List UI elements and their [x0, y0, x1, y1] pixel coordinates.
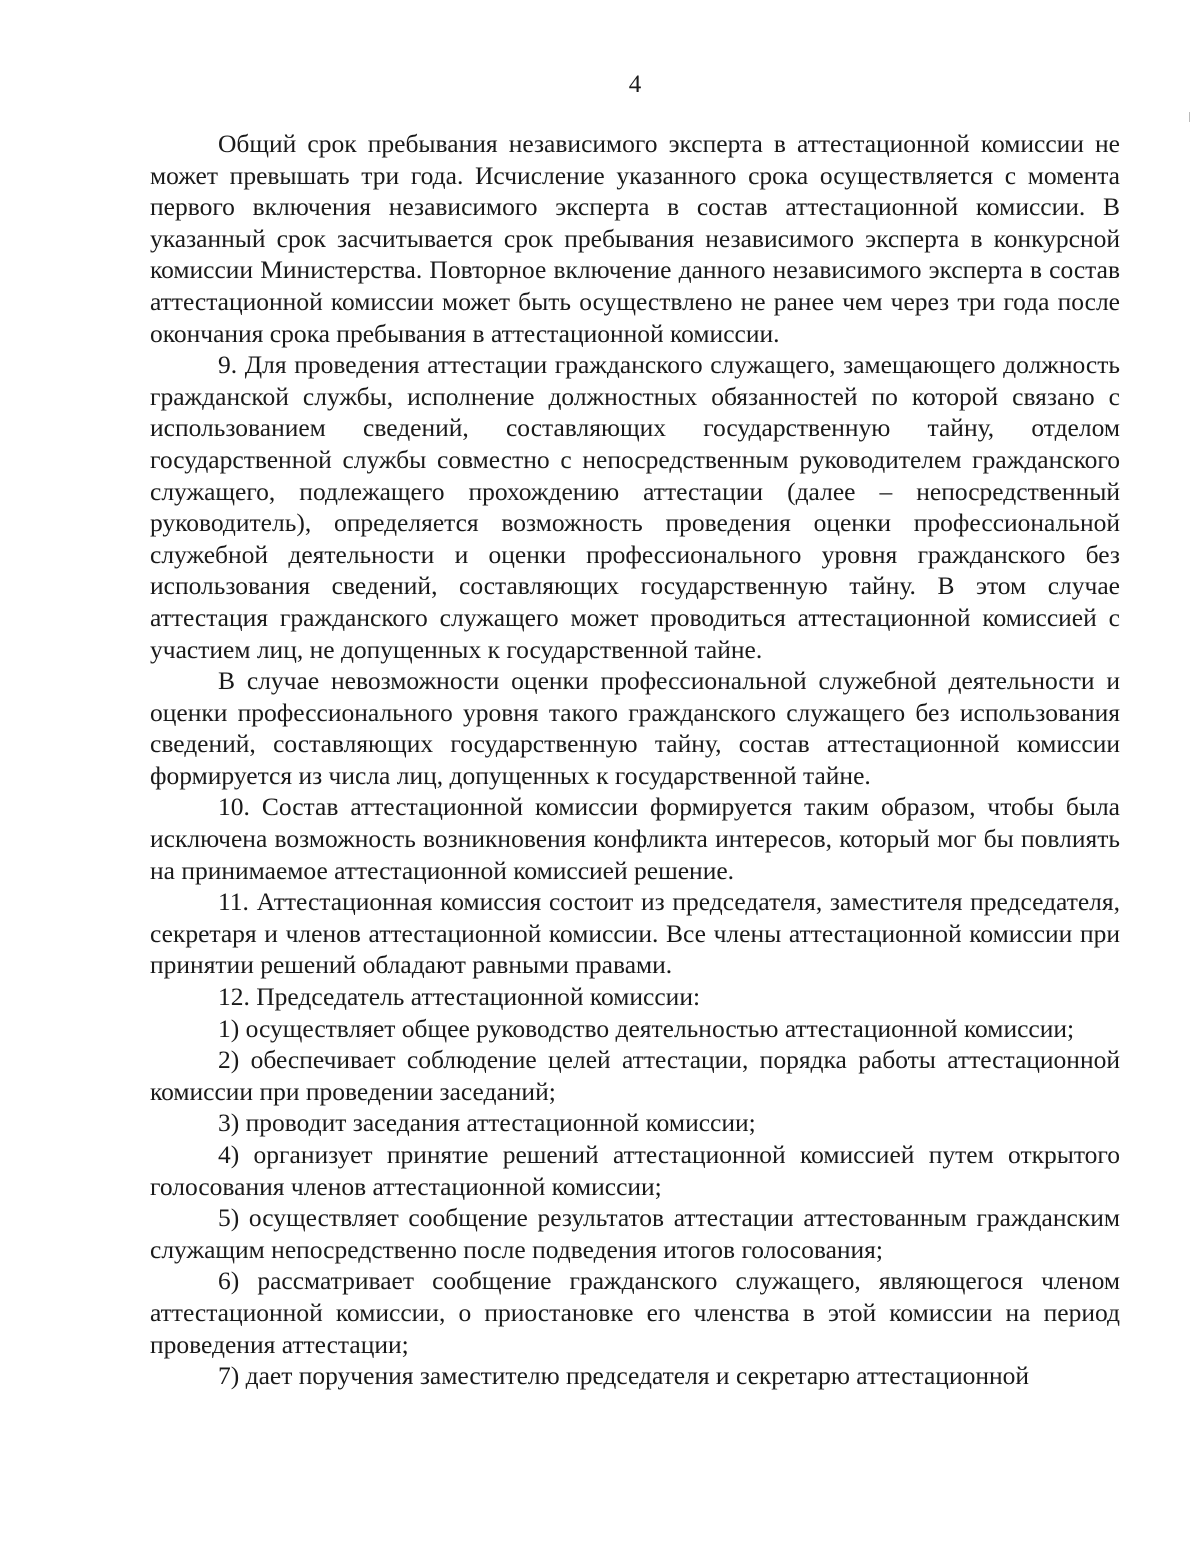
list-item-12-5: 5) осуществляет сообщение результатов аттестации аттестованным гражданским служащим непосредственно после подведения итогов голосования;	[150, 1203, 1120, 1264]
list-item-12-6: 6) рассматривает сообщение гражданского служащего, являющегося членом аттестационной комиссии, о приостановке его членства в этой комиссии на период проведения аттестации;	[150, 1266, 1120, 1359]
list-item-12-1: 1) осуществляет общее руководство деятельностью аттестационной комиссии;	[218, 1013, 1075, 1043]
scan-artifact	[1189, 112, 1190, 122]
paragraph-state-secret-case: В случае невозможности оценки профессиональной служебной деятельности и оценки профессионального уровня такого гражданского служащего без использования сведений, составляющих государственную тайну, состав аттестационной комиссии формируется из числа лиц, допущенных к государственной тайне.	[150, 666, 1120, 790]
paragraph-item-11: 11. Аттестационная комиссия состоит из председателя, заместителя председателя, секретаря и членов аттестационной комиссии. Все члены аттестационной комиссии при принятии решений обладают равными правами.	[150, 887, 1120, 980]
list-item-12-7: 7) дает поручения заместителю председателя и секретарю аттестационной	[218, 1361, 1030, 1391]
list-item-12-2: 2) обеспечивает соблюдение целей аттестации, порядка работы аттестационной комиссии при проведении заседаний;	[150, 1045, 1120, 1106]
list-item-12-4: 4) организует принятие решений аттестационной комиссией путем открытого голосования членов аттестационной комиссии;	[150, 1140, 1120, 1201]
paragraph-item-10: 10. Состав аттестационной комиссии формируется таким образом, чтобы была исключена возможность возникновения конфликта интересов, который мог бы повлиять на принимаемое аттестационной комиссией решение.	[150, 792, 1120, 885]
document-body	[150, 128, 1120, 1392]
list-item-12-3: 3) проводит заседания аттестационной комиссии;	[218, 1108, 756, 1138]
paragraph-item-12: 12. Председатель аттестационной комиссии:	[218, 982, 701, 1012]
paragraph-expert-term: Общий срок пребывания независимого эксперта в аттестационной комиссии не может превышать три года. Исчисление указанного срока осуществляется с момента первого включения независимого эксперта в состав аттестационной комиссии. В указанный срок засчитывается срок пребывания независимого эксперта в конкурсной комиссии Министерства. Повторное включение данного независимого эксперта в состав аттестационной комиссии может быть осуществлено не ранее чем через три года после окончания срока пребывания в аттестационной комиссии.	[150, 129, 1120, 348]
page-number: 4	[628, 71, 642, 98]
paragraph-item-9: 9. Для проведения аттестации гражданского служащего, замещающего должность гражданской службы, исполнение должностных обязанностей по которой связано с использованием сведений, составляющих государственную тайну, отделом государственной службы совместно с непосредственным руководителем гражданского служащего, подлежащего прохождению аттестации (далее – непосредственный руководитель), определяется возможность проведения оценки профессиональной служебной деятельности и оценки профессионального уровня гражданского без использования сведений, составляющих государственную тайну. В этом случае аттестация гражданского служащего может проводиться аттестационной комиссией с участием лиц, не допущенных к государственной тайне.	[150, 350, 1120, 664]
